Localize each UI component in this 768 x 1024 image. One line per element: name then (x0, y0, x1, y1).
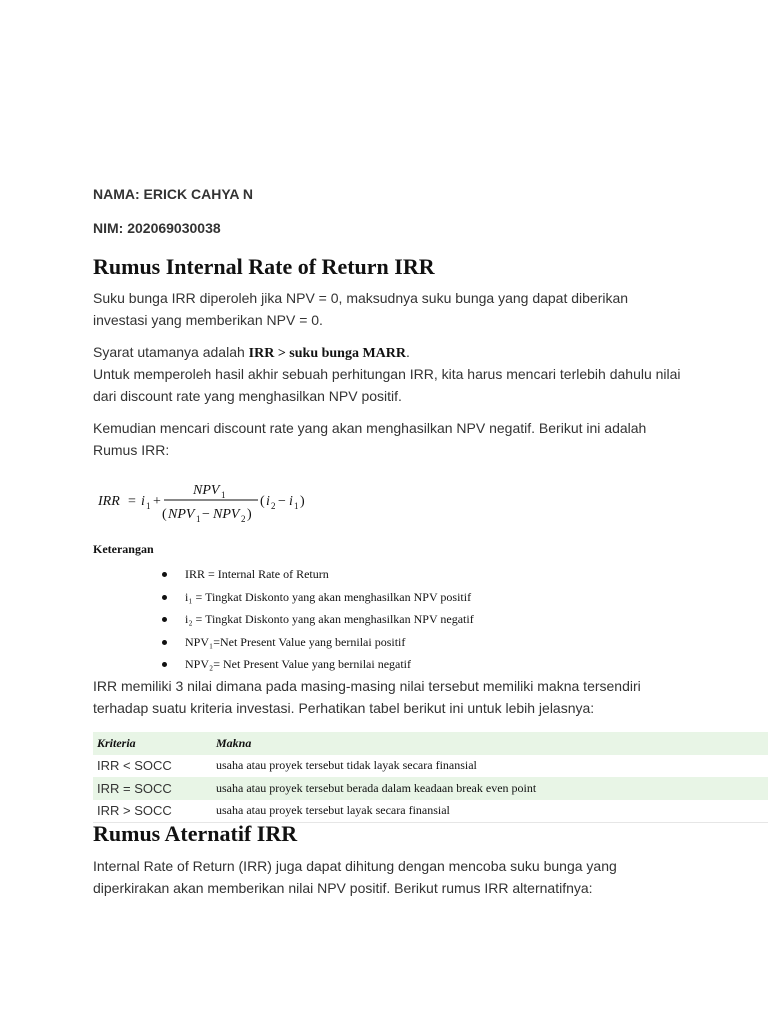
formula-den-open: ( (162, 507, 167, 522)
table-cell-kriteria: IRR = SOCC (97, 780, 172, 796)
formula-minus: − (278, 494, 286, 509)
table-cell-makna: usaha atau proyek tersebut layak secara finansial (212, 800, 768, 823)
requirement-suffix: . (406, 344, 410, 360)
table-row (93, 777, 768, 800)
formula-numerator: NPV (193, 483, 220, 498)
keterangan-list (162, 563, 474, 676)
formula-i1b-sub: 1 (294, 501, 299, 511)
formula-i1b: i (289, 494, 293, 509)
formula-den-minus: − (202, 507, 210, 522)
paragraph-alternative-irr: Internal Rate of Return (IRR) juga dapat dihitung dengan mencoba suku bunga yang diperkirakan akan memberikan nilai NPV positif. Berikut rumus IRR alternatifnya: (93, 858, 617, 896)
section-title-alternative-irr: Rumus Aternatif IRR (93, 821, 298, 846)
formula-i2: i (266, 494, 270, 509)
paragraph-irr-requirement (93, 341, 683, 365)
list-item-text: NPV₁=Net Present Value yang bernilai positif (185, 634, 406, 649)
list-item (162, 631, 474, 654)
paragraph-irr-values: IRR memiliki 3 nilai dimana pada masing-masing nilai tersebut memiliki makna tersendiri terhadap suatu kriteria investasi. Perhatikan tabel berikut ini untuk lebih jelasnya: (93, 678, 641, 716)
formula-i2-sub: 2 (271, 501, 276, 511)
list-item (162, 586, 474, 609)
bullet-icon (162, 640, 167, 645)
student-nim: NIM: 202069030038 (93, 220, 221, 236)
list-item-text: i₂ = Tingkat Diskonto yang akan menghasilkan NPV negatif (185, 612, 474, 626)
formula-den-b-sub: 2 (241, 514, 246, 524)
keterangan-title: Keterangan (93, 542, 154, 556)
bullet-icon (162, 595, 167, 600)
list-item-text: IRR = Internal Rate of Return (185, 567, 329, 581)
list-item-text: i₁ = Tingkat Diskonto yang akan menghasilkan NPV positif (185, 589, 472, 604)
formula-equals: = (128, 494, 136, 509)
formula-den-close: ) (247, 507, 252, 522)
formula-i1-sub: 1 (146, 501, 151, 511)
bullet-icon (162, 662, 167, 667)
criteria-table (93, 732, 768, 823)
formula-den-a-sub: 1 (196, 514, 201, 524)
requirement-condition: IRR > suku bunga MARR (248, 346, 407, 361)
formula-i1: i (141, 494, 145, 509)
list-item-text: NPV₂= Net Present Value yang bernilai negatif (185, 657, 412, 671)
table-header-makna: Makna (216, 735, 252, 750)
list-item (162, 608, 474, 631)
table-header-row (93, 732, 768, 755)
table-row (93, 755, 768, 778)
table-cell-makna: usaha atau proyek tersebut berada dalam keadaan break even point (216, 780, 537, 795)
requirement-prefix: Syarat utamanya adalah (93, 344, 249, 360)
table-cell-makna: usaha atau proyek tersebut tidak layak secara finansial (216, 758, 477, 773)
table-header-kriteria: Kriteria (97, 735, 136, 750)
list-item (162, 653, 474, 676)
paragraph-positive-npv: Untuk memperoleh hasil akhir sebuah perhitungan IRR, kita harus mencari terlebih dahulu nilai dari discount rate yang menghasilkan NPV positif. (93, 366, 681, 404)
list-item (162, 563, 474, 586)
irr-formula (96, 478, 316, 526)
bullet-icon (162, 617, 167, 622)
table-cell-kriteria: IRR < SOCC (97, 758, 172, 774)
formula-plus: + (153, 494, 161, 509)
paragraph-negative-npv: Kemudian mencari discount rate yang akan menghasilkan NPV negatif. Berikut ini adalah Rumus IRR: (93, 420, 647, 458)
table-row (93, 800, 768, 823)
formula-lhs: IRR (98, 494, 120, 509)
table-cell-kriteria: IRR > SOCC (93, 800, 212, 823)
bullet-icon (162, 572, 167, 577)
section-title-irr: Rumus Internal Rate of Return IRR (93, 254, 435, 279)
formula-den-a: NPV (168, 507, 195, 522)
student-name: NAMA: ERICK CAHYA N (93, 186, 253, 202)
formula-paren-close: ) (300, 494, 305, 509)
paragraph-irr-definition: Suku bunga IRR diperoleh jika NPV = 0, maksudnya suku bunga yang dapat diberikan investasi yang memberikan NPV = 0. (93, 290, 629, 328)
formula-numerator-sub: 1 (221, 490, 226, 500)
formula-den-b: NPV (213, 507, 240, 522)
formula-paren-open: ( (260, 494, 265, 509)
